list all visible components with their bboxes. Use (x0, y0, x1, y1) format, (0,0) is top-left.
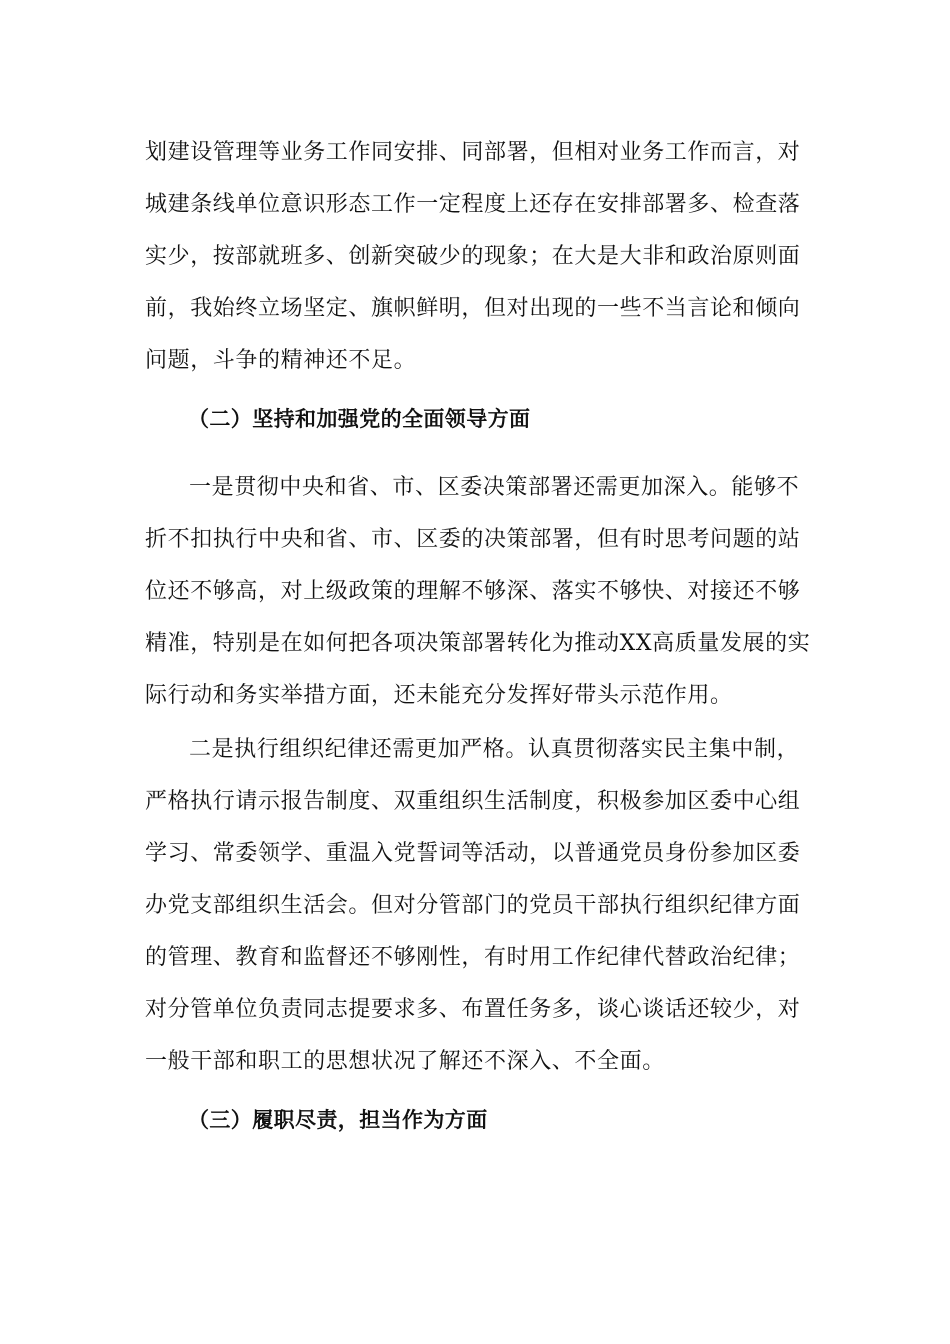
text-line: 实少，按部就班多、创新突破少的现象；在大是大非和政治原则面 (145, 244, 801, 269)
text-line: 严格执行请示报告制度、双重组织生活制度，积极参加区委中心组 (145, 789, 801, 814)
paragraph-3 (145, 724, 805, 1088)
text-line: 问题，斗争的精神还不足。 (145, 348, 417, 373)
text-line: 划建设管理等业务工作同安排、同部署，但相对业务工作而言，对 (145, 140, 801, 165)
text-line: 二是执行组织纪律还需更加严格。认真贯彻落实民主集中制， (189, 737, 800, 762)
section-heading-2 (188, 393, 848, 445)
text-line: 前，我始终立场坚定、旗帜鲜明，但对出现的一些不当言论和倾向 (145, 296, 801, 321)
paragraph-1 (145, 127, 805, 387)
text-line: 学习、常委领学、重温入党誓词等活动，以普通党员身份参加区委 (145, 841, 801, 866)
heading-text: （三）履职尽责，担当作为方面 (188, 1108, 488, 1132)
heading-text: （二）坚持和加强党的全面领导方面 (188, 407, 531, 431)
paragraph-2 (145, 462, 811, 722)
text-line: 际行动和务实举措方面，还未能充分发挥好带头示范作用。 (145, 683, 733, 708)
text-line: 对分管单位负责同志提要求多、布置任务多，谈心谈话还较少，对 (145, 997, 801, 1022)
text-line: 一般干部和职工的思想状况了解还不深入、不全面。 (145, 1049, 665, 1074)
text-line: 的管理、教育和监督还不够刚性，有时用工作纪律代替政治纪律； (145, 945, 801, 970)
text-line: 城建条线单位意识形态工作一定程度上还存在安排部署多、检查落 (145, 192, 801, 217)
section-heading-3 (188, 1094, 848, 1146)
text-line: 办党支部组织生活会。但对分管部门的党员干部执行组织纪律方面 (145, 893, 801, 918)
text-line: 一是贯彻中央和省、市、区委决策部署还需更加深入。能够不 (189, 475, 800, 500)
text-line: 位还不够高，对上级政策的理解不够深、落实不够快、对接还不够 (145, 579, 801, 604)
text-line: 精准，特别是在如何把各项决策部署转化为推动XX高质量发展的实 (145, 631, 811, 656)
text-line: 折不扣执行中央和省、市、区委的决策部署，但有时思考问题的站 (145, 527, 801, 552)
